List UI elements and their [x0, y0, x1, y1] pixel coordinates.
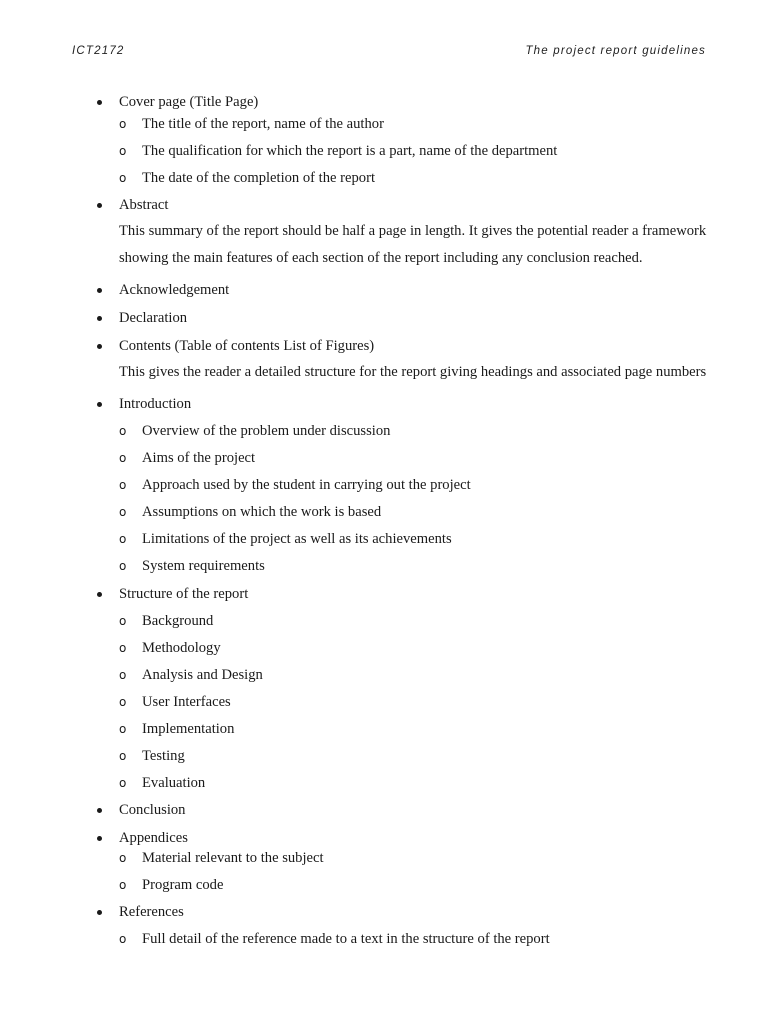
sub-item: [95, 530, 715, 548]
sub-item-text: User Interfaces: [142, 694, 231, 710]
list-item: [95, 903, 715, 921]
list-item: [95, 585, 715, 603]
circle-bullet-icon: o: [119, 171, 127, 185]
sub-item-text: Program code: [142, 877, 224, 893]
circle-bullet-icon: o: [119, 776, 127, 790]
sub-item: [95, 612, 715, 630]
sub-item: [95, 142, 715, 160]
course-code: ICT2172: [72, 45, 125, 57]
circle-bullet-icon: o: [119, 614, 127, 628]
circle-bullet-icon: o: [119, 878, 127, 892]
sub-item-text: Aims of the project: [142, 450, 256, 466]
sub-item: [95, 693, 715, 711]
section-label: References: [119, 904, 184, 920]
sub-item: [95, 930, 715, 948]
section-label: Structure of the report: [119, 586, 249, 602]
list-item: [95, 337, 715, 386]
sub-item-text: Testing: [142, 748, 185, 764]
circle-bullet-icon: o: [119, 478, 127, 492]
sub-item-text: Overview of the problem under discussion: [142, 423, 391, 439]
section-label: Cover page (Title Page): [119, 94, 259, 110]
circle-bullet-icon: o: [119, 451, 127, 465]
circle-bullet-icon: o: [119, 668, 127, 682]
section-label: Introduction: [119, 396, 192, 412]
sub-item: [95, 774, 715, 792]
sub-item-text: Assumptions on which the work is based: [142, 504, 382, 520]
section-paragraph: This gives the reader a detailed structure for the report giving headings and associated page numbers: [119, 364, 707, 380]
section-label: Declaration: [119, 310, 188, 326]
sub-item: [95, 557, 715, 575]
guideline-list: [95, 93, 715, 948]
list-item: [95, 196, 715, 272]
sub-item: [95, 476, 715, 494]
sub-item: [95, 449, 715, 467]
section-label: Acknowledgement: [119, 282, 230, 298]
sub-item-text: Material relevant to the subject: [142, 850, 324, 866]
list-item: [95, 93, 715, 111]
section-label: Conclusion: [119, 802, 186, 818]
sub-item: [95, 503, 715, 521]
circle-bullet-icon: o: [119, 559, 127, 573]
circle-bullet-icon: o: [119, 851, 127, 865]
circle-bullet-icon: o: [119, 722, 127, 736]
section-label: Appendices: [119, 830, 188, 846]
list-item: [95, 801, 715, 819]
sub-item-text: Evaluation: [142, 775, 206, 791]
sub-item: [95, 169, 715, 187]
circle-bullet-icon: o: [119, 117, 127, 131]
sub-item: [95, 115, 715, 133]
circle-bullet-icon: o: [119, 424, 127, 438]
section-paragraph: This summary of the report should be half a page in length. It gives the potential reader a framework showing the main features of each section of the report including any conclusion reached.: [119, 223, 707, 266]
sub-item-text: Limitations of the project as well as its achievements: [142, 531, 452, 547]
circle-bullet-icon: o: [119, 695, 127, 709]
sub-item-text: The date of the completion of the report: [142, 170, 376, 186]
sub-item: [95, 422, 715, 440]
sub-item: [95, 639, 715, 657]
circle-bullet-icon: o: [119, 641, 127, 655]
sub-item: [95, 747, 715, 765]
circle-bullet-icon: o: [119, 932, 127, 946]
list-item: [95, 281, 715, 299]
sub-item-text: Analysis and Design: [142, 667, 263, 683]
sub-item: [95, 876, 715, 894]
sub-item: [95, 849, 715, 867]
sub-item-text: The qualification for which the report is a part, name of the department: [142, 143, 558, 159]
sub-item-text: Implementation: [142, 721, 235, 737]
document-title: The project report guidelines: [525, 45, 706, 57]
list-item: [95, 829, 715, 847]
section-label: Abstract: [119, 197, 169, 213]
list-item: [95, 309, 715, 327]
sub-item-text: Full detail of the reference made to a text in the structure of the report: [142, 931, 550, 947]
list-item: [95, 395, 715, 413]
circle-bullet-icon: o: [119, 532, 127, 546]
sub-item-text: The title of the report, name of the author: [142, 116, 384, 132]
sub-item: [95, 720, 715, 738]
sub-item-text: System requirements: [142, 558, 265, 574]
circle-bullet-icon: o: [119, 144, 127, 158]
sub-item-text: Approach used by the student in carrying out the project: [142, 477, 471, 493]
section-label: Contents (Table of contents List of Figures): [119, 338, 375, 354]
sub-item-text: Methodology: [142, 640, 221, 656]
circle-bullet-icon: o: [119, 505, 127, 519]
sub-item: [95, 666, 715, 684]
circle-bullet-icon: o: [119, 749, 127, 763]
sub-item-text: Background: [142, 613, 214, 629]
